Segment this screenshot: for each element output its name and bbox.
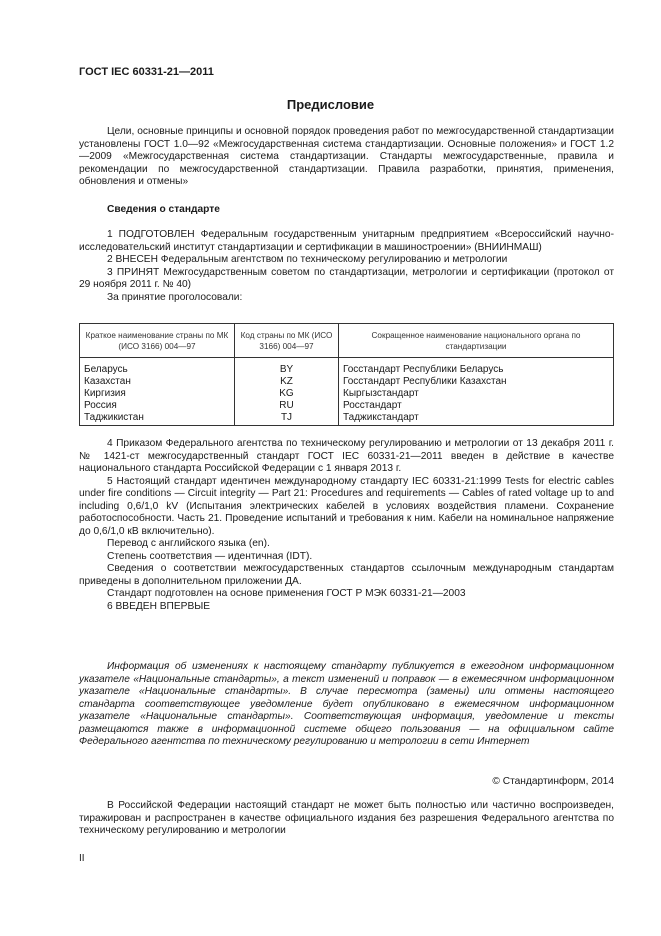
copyright-line: © Стандартинформ, 2014 [492, 776, 614, 787]
body-cell: Кыргызстандарт [339, 388, 614, 400]
country-cell: Киргизия [80, 388, 235, 400]
standard-info-subtitle-block [79, 204, 614, 217]
body-cell: Таджикстандарт [339, 412, 614, 426]
code-cell: KG [235, 388, 339, 400]
item-conformity-degree: Степень соответствия — идентичная (IDT). [107, 550, 313, 562]
item-adopted: 3 ПРИНЯТ Межгосударственным советом по стандартизации, метрологии и сертификации (протокол от 29 ноября 2011 г. № 40) [79, 266, 614, 290]
standard-code-header: ГОСТ IEC 60331-21—2011 [79, 66, 214, 78]
header-country-code: Код страны по МК (ИСО 3166) 004—97 [235, 324, 339, 358]
table-row [80, 358, 614, 377]
code-cell: KZ [235, 376, 339, 388]
reproduction-notice-text: В Российской Федерации настоящий стандарт не может быть полностью или частично воспроизведен, тиражирован и распространен в качестве официального издания без разрешения Федерального агентства по техническому регулированию и метрологии [79, 800, 614, 836]
body-cell: Росстандарт [339, 400, 614, 412]
country-cell: Таджикистан [80, 412, 235, 426]
country-cell: Россия [80, 400, 235, 412]
intro-section [79, 126, 614, 189]
standard-info-subtitle: Сведения о стандарте [107, 204, 220, 215]
item-conformity-info: Сведения о соответствии межгосударственных стандартов ссылочным международным стандартам приведены в дополнительном приложении ДА. [79, 563, 614, 587]
item-submitted: 2 ВНЕСЕН Федеральным агентством по техническому регулированию и метрологии [107, 254, 508, 265]
code-cell: BY [235, 358, 339, 377]
header-national-body: Сокращенное наименование национального органа по стандартизации [339, 324, 614, 358]
item-introduced-first: 6 ВВЕДЕН ВПЕРВЫЕ [107, 600, 211, 612]
country-cell: Беларусь [80, 358, 235, 377]
item-identical: 5 Настоящий стандарт идентичен международному стандарту IEC 60331-21:1999 Tests for electric cables under fire conditions — Circuit integrity — Part 21: Procedures and requirements — Cables of rated voltage up to and including 0,6/1,0 kV (Испытания электрических кабелей в условиях воздействия пламени. Сохранение работоспособности. Часть 21. Проведение испытаний и требования к ним. Кабели на номинальное напряжение до 0,6/1,0 кВ включительно). [79, 475, 614, 537]
page-number: II [79, 853, 85, 864]
header-country-name: Краткое наименование страны по МК (ИСО 3166) 004—97 [80, 324, 235, 358]
item-enacted: 4 Приказом Федерального агентства по техническому регулированию и метрологии от 13 декабря 2011 г. № 1421-ст межгосударственный стандарт ГОСТ IEC 60331-21—2011 введен в действие в качестве национального стандарта Российской Федерации с 1 января 2013 г. [79, 438, 614, 474]
changes-info-note [79, 661, 614, 749]
voting-countries-table [79, 323, 614, 426]
country-cell: Казахстан [80, 376, 235, 388]
item-voted: За принятие проголосовали: [107, 291, 243, 303]
standard-info-items-continued [79, 438, 614, 613]
intro-paragraph: Цели, основные принципы и основной порядок проведения работ по межгосударственной стандартизации установлены ГОСТ 1.0—92 «Межгосударственная система стандартизации. Основные положения» и ГОСТ 1.2—2009 «Межгосударственная система стандартизации. Стандарты межгосударственные, правила и рекомендации по межгосударственной стандартизации. Правила разработки, принятия, применения, обновления и отмены» [79, 126, 614, 187]
reproduction-notice [79, 800, 614, 838]
table-row [80, 412, 614, 426]
item-translation: Перевод с английского языка (en). [107, 538, 270, 549]
table-row [80, 388, 614, 400]
body-cell: Госстандарт Республики Беларусь [339, 358, 614, 377]
standard-info-items [79, 229, 614, 304]
page-title: Предисловие [286, 97, 375, 112]
table-row [80, 376, 614, 388]
table-row [80, 400, 614, 412]
copyright-block [79, 776, 614, 789]
table-header-row [80, 324, 614, 358]
item-prepared-basis: Стандарт подготовлен на основе применения ГОСТ Р МЭК 60331-21—2003 [107, 588, 466, 599]
body-cell: Госстандарт Республики Казахстан [339, 376, 614, 388]
code-cell: TJ [235, 412, 339, 426]
item-prepared: 1 ПОДГОТОВЛЕН Федеральным государственным унитарным предприятием «Всероссийский научно-исследовательский институт стандартизации и сертификации в машиностроении» (ВНИИНМАШ) [79, 229, 614, 253]
code-cell: RU [235, 400, 339, 412]
changes-info-text: Информация об изменениях к настоящему стандарту публикуется в ежегодном информационном указателе «Национальные стандарты», а текст изменений и поправок — в ежемесячном информационном указателе «Национальные стандарты». В случае пересмотра (замены) или отмены настоящего стандарта соответствующее уведомление будет опубликовано в ежемесячном информационном указателе «Национальные стандарты». Соответствующая информация, уведомление и тексты размещаются также в информационной системе общего пользования — на официальном сайте Федерального агентства по техническому регулированию и метрологии в сети Интернет [79, 661, 614, 747]
